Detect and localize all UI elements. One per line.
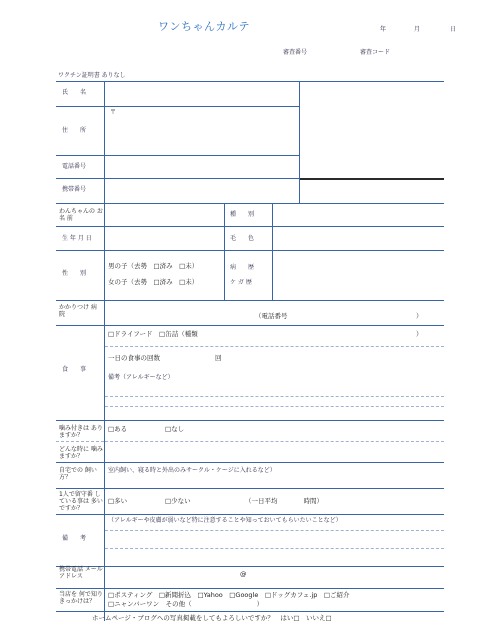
address-label: 住 所 <box>62 127 87 134</box>
sex-label: 性 別 <box>62 270 87 277</box>
allergy-label: 備考（アレルギーなど） <box>108 374 174 381</box>
food-type-close: ） <box>416 330 423 338</box>
phone-label: 電話番号 <box>62 163 87 170</box>
frame-bottom <box>56 611 444 612</box>
source-label: 当店を 何で知り きっかけは？ <box>59 591 103 605</box>
dashed-line <box>105 406 444 407</box>
bite-no-option[interactable]: □なし <box>165 425 185 433</box>
page-title: ワンちゃんカルテ <box>158 20 250 33</box>
coat-label: 毛 色 <box>230 235 255 242</box>
row-line <box>56 203 444 204</box>
dashed-line <box>105 396 444 397</box>
dashed-line <box>105 441 444 442</box>
reg-number-label: 審査番号 <box>283 49 308 56</box>
alone-few-option[interactable]: □少ない <box>165 497 191 505</box>
dashed-line <box>105 548 444 549</box>
row-line <box>56 588 444 589</box>
meals-unit: 回 <box>215 354 222 362</box>
label-column-divider <box>104 81 105 621</box>
source-options-line2[interactable]: □ニャンバーワン その他（ ） <box>108 600 264 608</box>
row-line <box>56 300 444 301</box>
frame-top <box>56 81 444 82</box>
vaccine-line: ワクチン証明書 ありなし <box>58 72 126 79</box>
alone-hours: （一日平均 時間） <box>245 497 323 505</box>
reg-code-label: 審査コード <box>360 49 391 56</box>
alone-label: 1人で留守番 している事は 多いですか？ <box>59 491 103 512</box>
photo-area-divider <box>299 81 300 203</box>
home-label: 自宅での 飼い方？ <box>59 467 97 481</box>
row-line <box>56 462 444 463</box>
name-label: 氏 名 <box>62 89 87 96</box>
postal-mark: 〒 <box>110 109 117 116</box>
male-option[interactable]: 男の子（去勢 □済み □未） <box>108 262 199 270</box>
email-at-sign: @ <box>240 570 247 578</box>
row-line <box>56 514 444 515</box>
breed-label: 種 別 <box>230 211 255 218</box>
notes-label: 備 考 <box>62 535 87 542</box>
bite-when-label: どんな時に 噛みますか？ <box>59 446 103 460</box>
date-year-label: 年 <box>380 26 387 33</box>
female-option[interactable]: 女の子（去勢 □済み □未） <box>108 278 199 286</box>
bite-yes-option[interactable]: □ある <box>108 425 128 433</box>
vet-label: かかりつけ 病 院 <box>59 304 109 318</box>
row-line <box>56 178 299 179</box>
row-line <box>56 250 444 251</box>
mobile-label: 携帯番号 <box>62 186 87 193</box>
food-label: 食 事 <box>62 366 87 373</box>
row-line <box>56 325 444 326</box>
row-line <box>56 155 299 156</box>
bite-label: 噛み付きは ありますか？ <box>59 425 103 439</box>
notes-description: （アレルギーや皮膚が弱いなど特に注意することや知っておいてもらいたいことなど） <box>108 517 342 524</box>
food-type-options[interactable]: □ドライフード □缶詰（種類 <box>108 330 198 338</box>
row-line <box>56 566 444 567</box>
dog-name-label: わんちゃんの お 名 前 <box>59 208 103 222</box>
injury-label: ケ ガ 歴 <box>230 279 252 286</box>
vet-phone-close: ） <box>416 312 423 320</box>
home-description: 室内飼い、寝る時と外出のみサークル・ケージに入れるなど） <box>108 467 276 474</box>
vet-phone-label: （電話番号 <box>255 312 288 320</box>
meals-label: 一日の食事の回数 <box>108 354 160 362</box>
row-line <box>56 488 444 489</box>
dashed-line <box>105 530 444 531</box>
history-label: 病 歴 <box>230 264 255 271</box>
source-options-line1[interactable]: □ポスティング □新聞折込 □Yahoo □Google □ドッグカフェ.jp □ご紹介 <box>108 591 350 599</box>
col-divider <box>272 203 273 300</box>
photo-permission-question[interactable]: ホームページ・ブログへの写真掲載をしてもよろしいですか？ はい□ いいえ□ <box>92 614 332 622</box>
col-divider <box>224 203 225 300</box>
date-month-label: 月 <box>414 26 421 33</box>
dashed-line <box>105 346 444 347</box>
row-line <box>56 106 299 107</box>
alone-many-option[interactable]: □多い <box>108 497 128 505</box>
row-line <box>56 420 444 421</box>
date-day-label: 日 <box>450 26 457 33</box>
email-label: 携帯電話 メール アドレス <box>59 566 103 580</box>
photo-bottom-line <box>300 178 444 180</box>
row-line <box>56 226 444 227</box>
dashed-line <box>56 441 104 442</box>
birth-label: 生 年 月 日 <box>62 235 92 242</box>
